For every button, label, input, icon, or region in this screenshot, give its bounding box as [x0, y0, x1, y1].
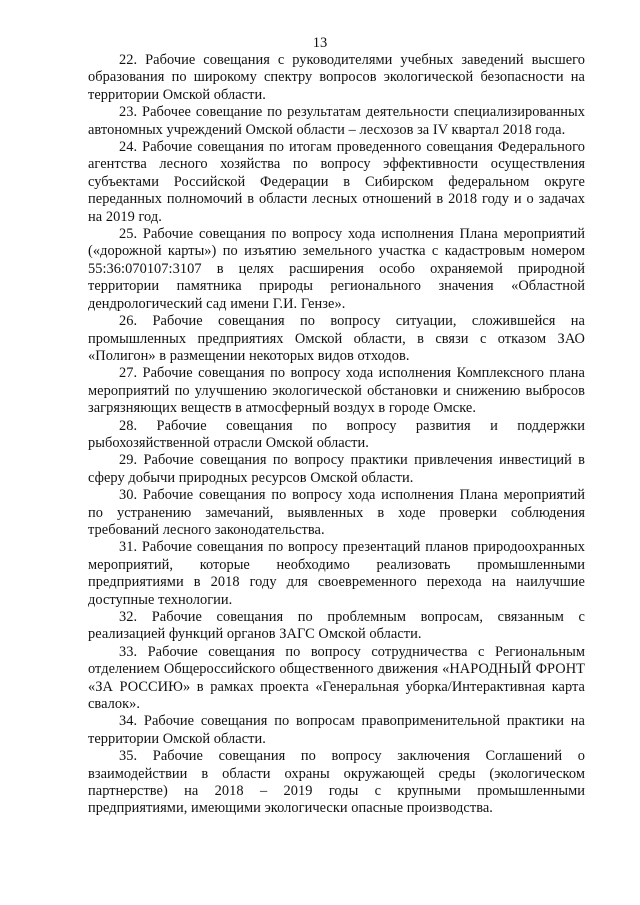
list-item: 26. Рабочие совещания по вопросу ситуации, сложившейся на промышленных предприятиях Омской области, в связи с отказом ЗАО «Полигон» в размещении некоторых видов отходов. — [88, 313, 585, 364]
list-item: 33. Рабочие совещания по вопросу сотрудничества с Региональным отделением Общероссийского общественного движения «НАРОДНЫЙ ФРОНТ «ЗА РОССИЮ» в рамках проекта «Генеральная уборка/Интерактивная карта свалок». — [88, 643, 585, 713]
document-body — [88, 52, 585, 818]
list-item: 35. Рабочие совещания по вопросу заключения Соглашений о взаимодействии в области охраны окружающей среды (экологическом партнерстве) на 2018 – 2019 годы с крупными промышленными предприятиями, имеющими экологически опасные производства. — [88, 748, 585, 817]
list-item: 28. Рабочие совещания по вопросу развития и поддержки рыбохозяйственной отрасли Омской области. — [88, 417, 585, 451]
page-number: 13 — [312, 35, 328, 51]
list-item: 24. Рабочие совещания по итогам проведенного совещания Федерального агентства лесного хозяйства по вопросу эффективности осуществления субъектами Российской Федерации в Сибирском федеральном округе переданных полномочий в области лесных отношений в 2018 году и о задачах на 2019 год. — [88, 139, 585, 225]
list-item: 32. Рабочие совещания по проблемным вопросам, связанным с реализацией функций органов ЗАГС Омской области. — [88, 609, 585, 643]
list-item: 29. Рабочие совещания по вопросу практики привлечения инвестиций в сферу добычи природных ресурсов Омской области. — [88, 452, 585, 486]
list-item: 31. Рабочие совещания по вопросу презентаций планов природоохранных мероприятий, которые необходимо реализовать промышленными предприятиями в 2018 году для своевременного перехода на наилучшие доступные технологии. — [88, 539, 585, 608]
list-item: 23. Рабочее совещание по результатам деятельности специализированных автономных учреждений Омской области – лесхозов за IV квартал 2018 года. — [88, 104, 585, 138]
list-item: 30. Рабочие совещания по вопросу хода исполнения Плана мероприятий по устранению замечаний, выявленных в ходе проверки соблюдения требований лесного законодательства. — [88, 487, 585, 538]
list-item: 27. Рабочие совещания по вопросу хода исполнения Комплексного плана мероприятий по улучшению экологической обстановки и снижению выбросов загрязняющих веществ в атмосферный воздух в городе Омске. — [88, 365, 585, 417]
list-item: 25. Рабочие совещания по вопросу хода исполнения Плана мероприятий («дорожной карты») по изъятию земельного участка с кадастровым номером 55:36:070107:3107 в целях расширения особо охраняемой природной территории памятника природы регионального значения «Областной дендрологический сад имени Г.И. Гензе». — [88, 226, 585, 312]
list-item: 34. Рабочие совещания по вопросам правоприменительной практики на территории Омской области. — [88, 713, 585, 747]
list-item: 22. Рабочие совещания с руководителями учебных заведений высшего образования по широкому спектру вопросов экологической безопасности на территории Омской области. — [88, 52, 585, 103]
